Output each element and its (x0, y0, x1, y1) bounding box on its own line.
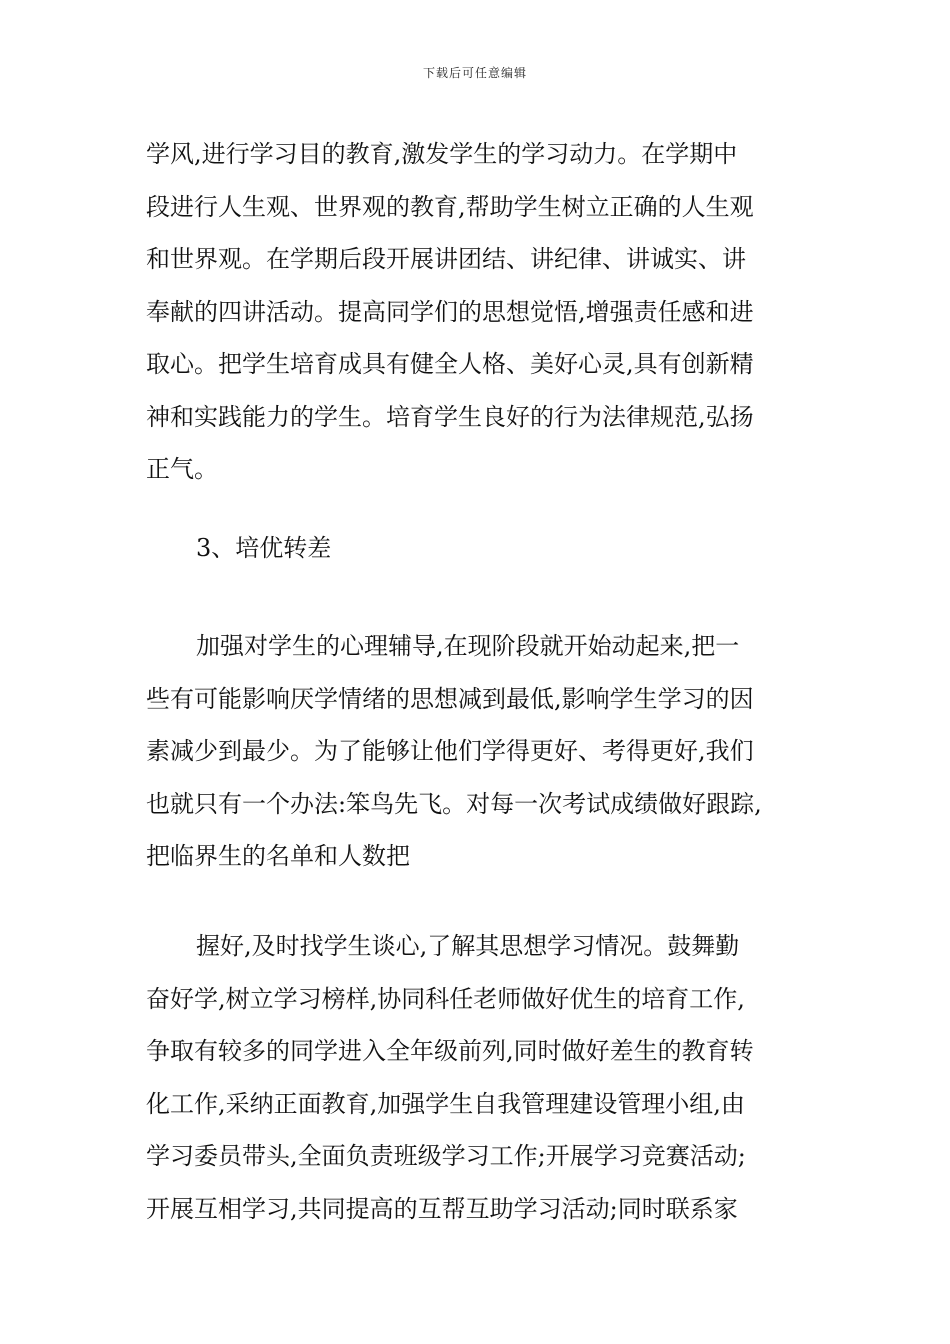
paragraph-line: 素减少到最少。为了能够让他们学得更好、考得更好,我们 (146, 737, 754, 765)
paragraph-2 (146, 620, 826, 883)
page-header-note: 下载后可任意编辑 (422, 66, 527, 80)
paragraph-line: 也就只有一个办法:笨鸟先飞。对每一次考试成绩做好跟踪, (146, 789, 762, 818)
paragraph-line: 开展互相学习,共同提高的互帮互助学习活动;同时联系家 (146, 1194, 738, 1223)
paragraph-line: 学风,进行学习目的教育,激发学生的学习动力。在学期中 (146, 140, 738, 168)
paragraph-line: 奋好学,树立学习榜样,协同科任老师做好优生的培育工作, (146, 984, 745, 1013)
paragraph-line: 化工作,采纳正面教育,加强学生自我管理建设管理小组,由 (146, 1089, 745, 1118)
paragraph-line: 段进行人生观、世界观的教育,帮助学生树立正确的人生观 (146, 192, 754, 221)
paragraph-line: 学习委员带头,全面负责班级学习工作;开展学习竞赛活动; (146, 1142, 746, 1170)
paragraph-line: 加强对学生的心理辅导,在现阶段就开始动起来,把一 (196, 632, 740, 660)
paragraph-line: 正气。 (146, 455, 218, 483)
paragraph-line: 握好,及时找学生谈心,了解其思想学习情况。鼓舞勤 (196, 932, 740, 960)
paragraph-1 (146, 128, 826, 496)
paragraph-line: 把临界生的名单和人数把 (146, 842, 410, 870)
paragraph-line: 和世界观。在学期后段开展讲团结、讲纪律、讲诚实、讲 (146, 245, 746, 273)
paragraph-3 (146, 920, 826, 1235)
paragraph-line: 取心。把学生培育成具有健全人格、美好心灵,具有创新精 (146, 350, 754, 378)
paragraph-line: 争取有较多的同学进入全年级前列,同时做好差生的教育转 (146, 1037, 754, 1065)
paragraph-line: 些有可能影响厌学情绪的思想减到最低,影响学生学习的因 (146, 684, 754, 713)
section-heading: 3、培优转差 (196, 534, 332, 562)
section-heading-block (146, 522, 826, 575)
paragraph-line: 奉献的四讲活动。提高同学们的思想觉悟,增强责任感和进 (146, 297, 754, 326)
paragraph-line: 神和实践能力的学生。培育学生良好的行为法律规范,弘扬 (146, 402, 754, 431)
